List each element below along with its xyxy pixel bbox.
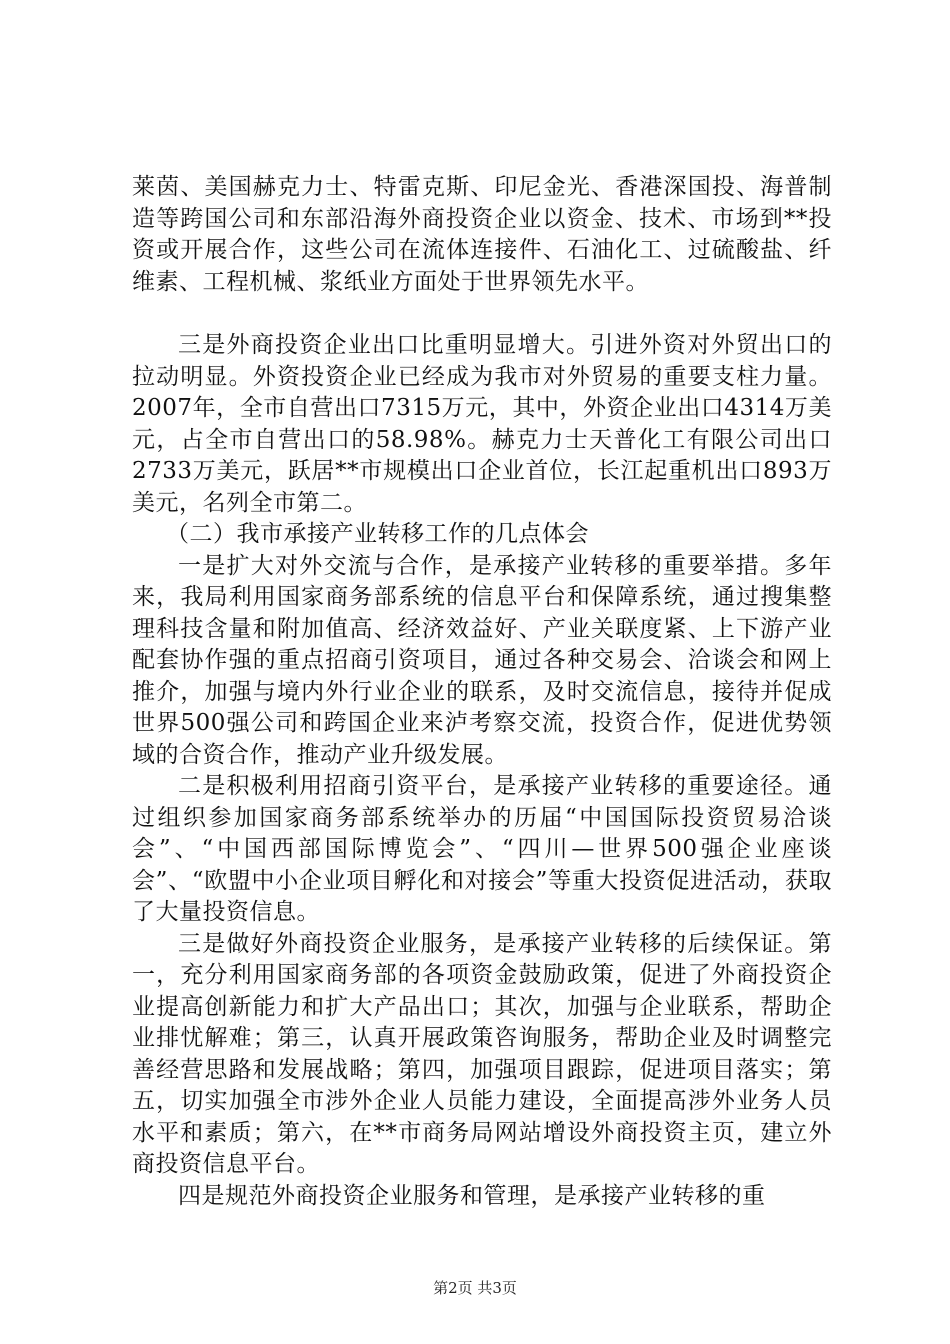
paragraph-export-share: 三是外商投资企业出口比重明显增大。引进外资对外贸出口的拉动明显。外资投资企业已经成为我市对外贸易的重要支柱力量。2007年，全市自营出口7315万元，其中，外资企业出口4314万美元，占全市自营出口的58.98%。赫克力士天普化工有限公司出口2733万美元，跃居**市规模出口企业首位，长江起重机出口893万美元，名列全市第二。 xyxy=(132,332,832,516)
paragraph-exchange-cooperation: 一是扩大对外交流与合作，是承接产业转移的重要举措。多年来，我局利用国家商务部系统的信息平台和保障系统，通过搜集整理科技含量和附加值高、经济效益好、产业关联度紧、上下游产业配套协作强的重点招商引资项目，通过各种交易会、洽谈会和网上推介，加强与境内外行业企业的联系，及时交流信息，接待并促成世界500强公司和跨国企业来泸考察交流，投资合作，促进优势领域的合资合作，推动产业升级发展。 xyxy=(132,552,832,768)
paragraph-enterprise-service: 三是做好外商投资企业服务，是承接产业转移的后续保证。第一，充分利用国家商务部的各项资金鼓励政策，促进了外商投资企业提高创新能力和扩大产品出口；其次，加强与企业联系，帮助企业排忧解难；第三，认真开展政策咨询服务，帮助企业及时调整完善经营思路和发展战略；第四，加强项目跟踪，促进项目落实；第五，切实加强全市涉外企业人员能力建设，全面提高涉外业务人员水平和素质；第六，在**市商务局网站增设外商投资主页，建立外商投资信息平台。 xyxy=(132,930,832,1177)
section-heading: （二）我市承接产业转移工作的几点体会 xyxy=(166,521,589,547)
paragraph-regulation: 四是规范外商投资企业服务和管理，是承接产业转移的重 xyxy=(178,1182,766,1209)
page-number-footer: 第2页 共3页 xyxy=(433,1279,517,1297)
paragraph-continued: 莱茵、美国赫克力士、特雷克斯、印尼金光、香港深国投、海普制造等跨国公司和东部沿海外商投资企业以资金、技术、市场到**投资或开展合作，这些公司在流体连接件、石油化工、过硫酸盐、纤维素、工程机械、浆纸业方面处于世界领先水平。 xyxy=(132,174,832,295)
paragraph-investment-platform: 二是积极利用招商引资平台，是承接产业转移的重要途径。通过组织参加国家商务部系统举办的历届“中国国际投资贸易洽谈会”、“中国西部国际博览会”、“四川—世界500强企业座谈会”、“欧盟中小企业项目孵化和对接会”等重大投资促进活动，获取了大量投资信息。 xyxy=(132,773,832,925)
document-body xyxy=(132,172,832,1212)
